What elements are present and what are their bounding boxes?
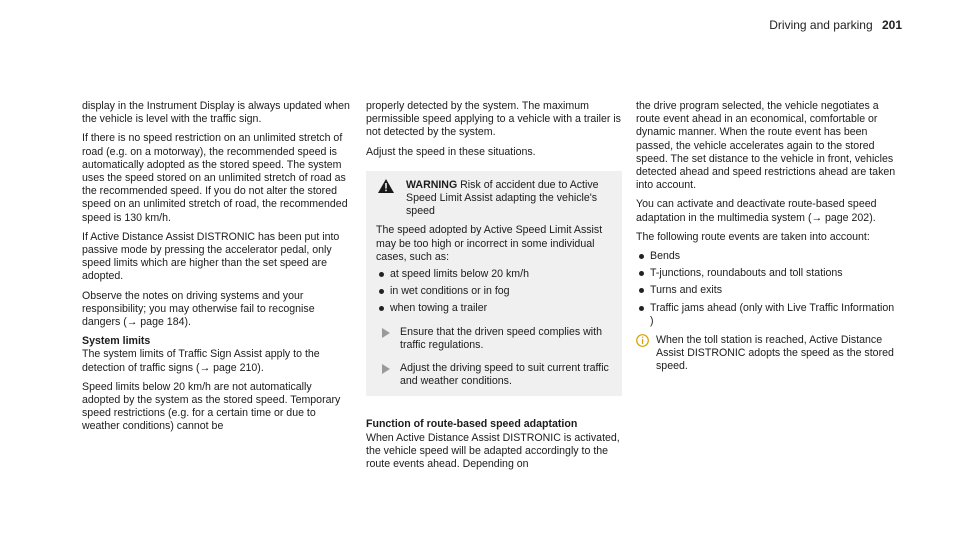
- step-text: Ensure that the driven speed complies with traffic regulations.: [400, 325, 602, 351]
- note-text: When the toll station is reached, Active Distance Assist DISTRONIC adopts the speed as the stored speed.: [656, 334, 894, 373]
- list-item: in wet conditions or in fog: [376, 285, 612, 298]
- warning-header: [376, 179, 612, 219]
- column-right: [636, 100, 898, 374]
- paragraph: display in the Instrument Display is always updated when the vehicle is level with the traffic sign.: [82, 100, 350, 126]
- section-title: Driving and parking: [769, 18, 873, 32]
- paragraph: The system limits of Traffic Sign Assist apply to the detection of traffic signs (→ page 210).: [82, 348, 320, 374]
- list-item: Traffic jams ahead (only with Live Traffic Information ): [636, 302, 898, 328]
- column-left: [82, 100, 352, 440]
- paragraph: The following route events are taken into account:: [636, 230, 870, 243]
- list-item: at speed limits below 20 km/h: [376, 268, 612, 281]
- paragraph: When Active Distance Assist DISTRONIC is activated, the vehicle speed will be adapted accordingly to the route events ahead. Depending on: [366, 431, 620, 471]
- paragraph: Speed limits below 20 km/h are not automatically adopted by the system as the stored speed. Temporary speed restrictions (e.g. for a certain time or due to weather conditions) cannot be: [82, 380, 341, 433]
- paragraph: If there is no speed restriction on an unlimited stretch of road (e.g. on a motorway), the recommended speed is automatically adopted as the stored speed. The system uses the speed stored on an unlimited stretch of road as the recommended speed. If you do not alter the stored speed on an unlimited stretch of road, the recommended speed is 130 km/h.: [82, 132, 348, 224]
- warning-triangle-icon: [378, 179, 394, 193]
- page-header: [769, 18, 902, 32]
- list-item: Turns and exits: [636, 284, 898, 297]
- paragraph: Adjust the speed in these situations.: [366, 145, 536, 158]
- arrow-step-icon: [382, 364, 390, 374]
- warning-body: The speed adopted by Active Speed Limit Assist may be too high or incorrect in some individual cases, such as:: [376, 224, 603, 263]
- info-icon: [636, 334, 649, 347]
- route-events-list: [636, 250, 898, 328]
- paragraph: You can activate and deactivate route-based speed adaptation in the multimedia system (→ page 202).: [636, 198, 877, 224]
- note: [636, 334, 898, 374]
- warning-box: [366, 171, 622, 397]
- warning-label: WARNING: [406, 178, 458, 191]
- section-heading-system-limits: System limits: [82, 335, 151, 348]
- instruction-step: [376, 326, 612, 352]
- warning-title: Risk of accident due to Active Speed Limit Assist adapting the vehicle's speed: [406, 178, 599, 218]
- list-item: T-junctions, roundabouts and toll stations: [636, 267, 898, 280]
- arrow-step-icon: [382, 328, 390, 338]
- paragraph: If Active Distance Assist DISTRONIC has been put into passive mode by pressing the accelerator pedal, only speed limits which are higher than the set speed are adopted.: [82, 230, 340, 283]
- paragraph: Observe the notes on driving systems and your responsibility; you may otherwise fail to recognise dangers (→ page 184).: [82, 289, 315, 329]
- page-number: 201: [881, 18, 902, 32]
- column-middle: [366, 100, 622, 477]
- step-text: Adjust the driving speed to suit current traffic and weather conditions.: [400, 362, 609, 388]
- section-heading-route-based: Function of route-based speed adaptation: [366, 418, 578, 431]
- list-item: Bends: [636, 250, 898, 263]
- paragraph: properly detected by the system. The maximum permissible speed applying to a vehicle with a trailer is not detected by the system.: [366, 100, 621, 139]
- paragraph: the drive program selected, the vehicle negotiates a route event ahead in an economical, comfortable or dynamic manner. When the route event has been passed, the vehicle accelerates again to the stored speed. The set distance to the vehicle in front, vehicles detected ahead and speed restrictions ahead are taken into account.: [636, 100, 896, 192]
- list-item: when towing a trailer: [376, 302, 612, 315]
- warning-bullet-list: [376, 268, 612, 316]
- instruction-step: [376, 362, 612, 388]
